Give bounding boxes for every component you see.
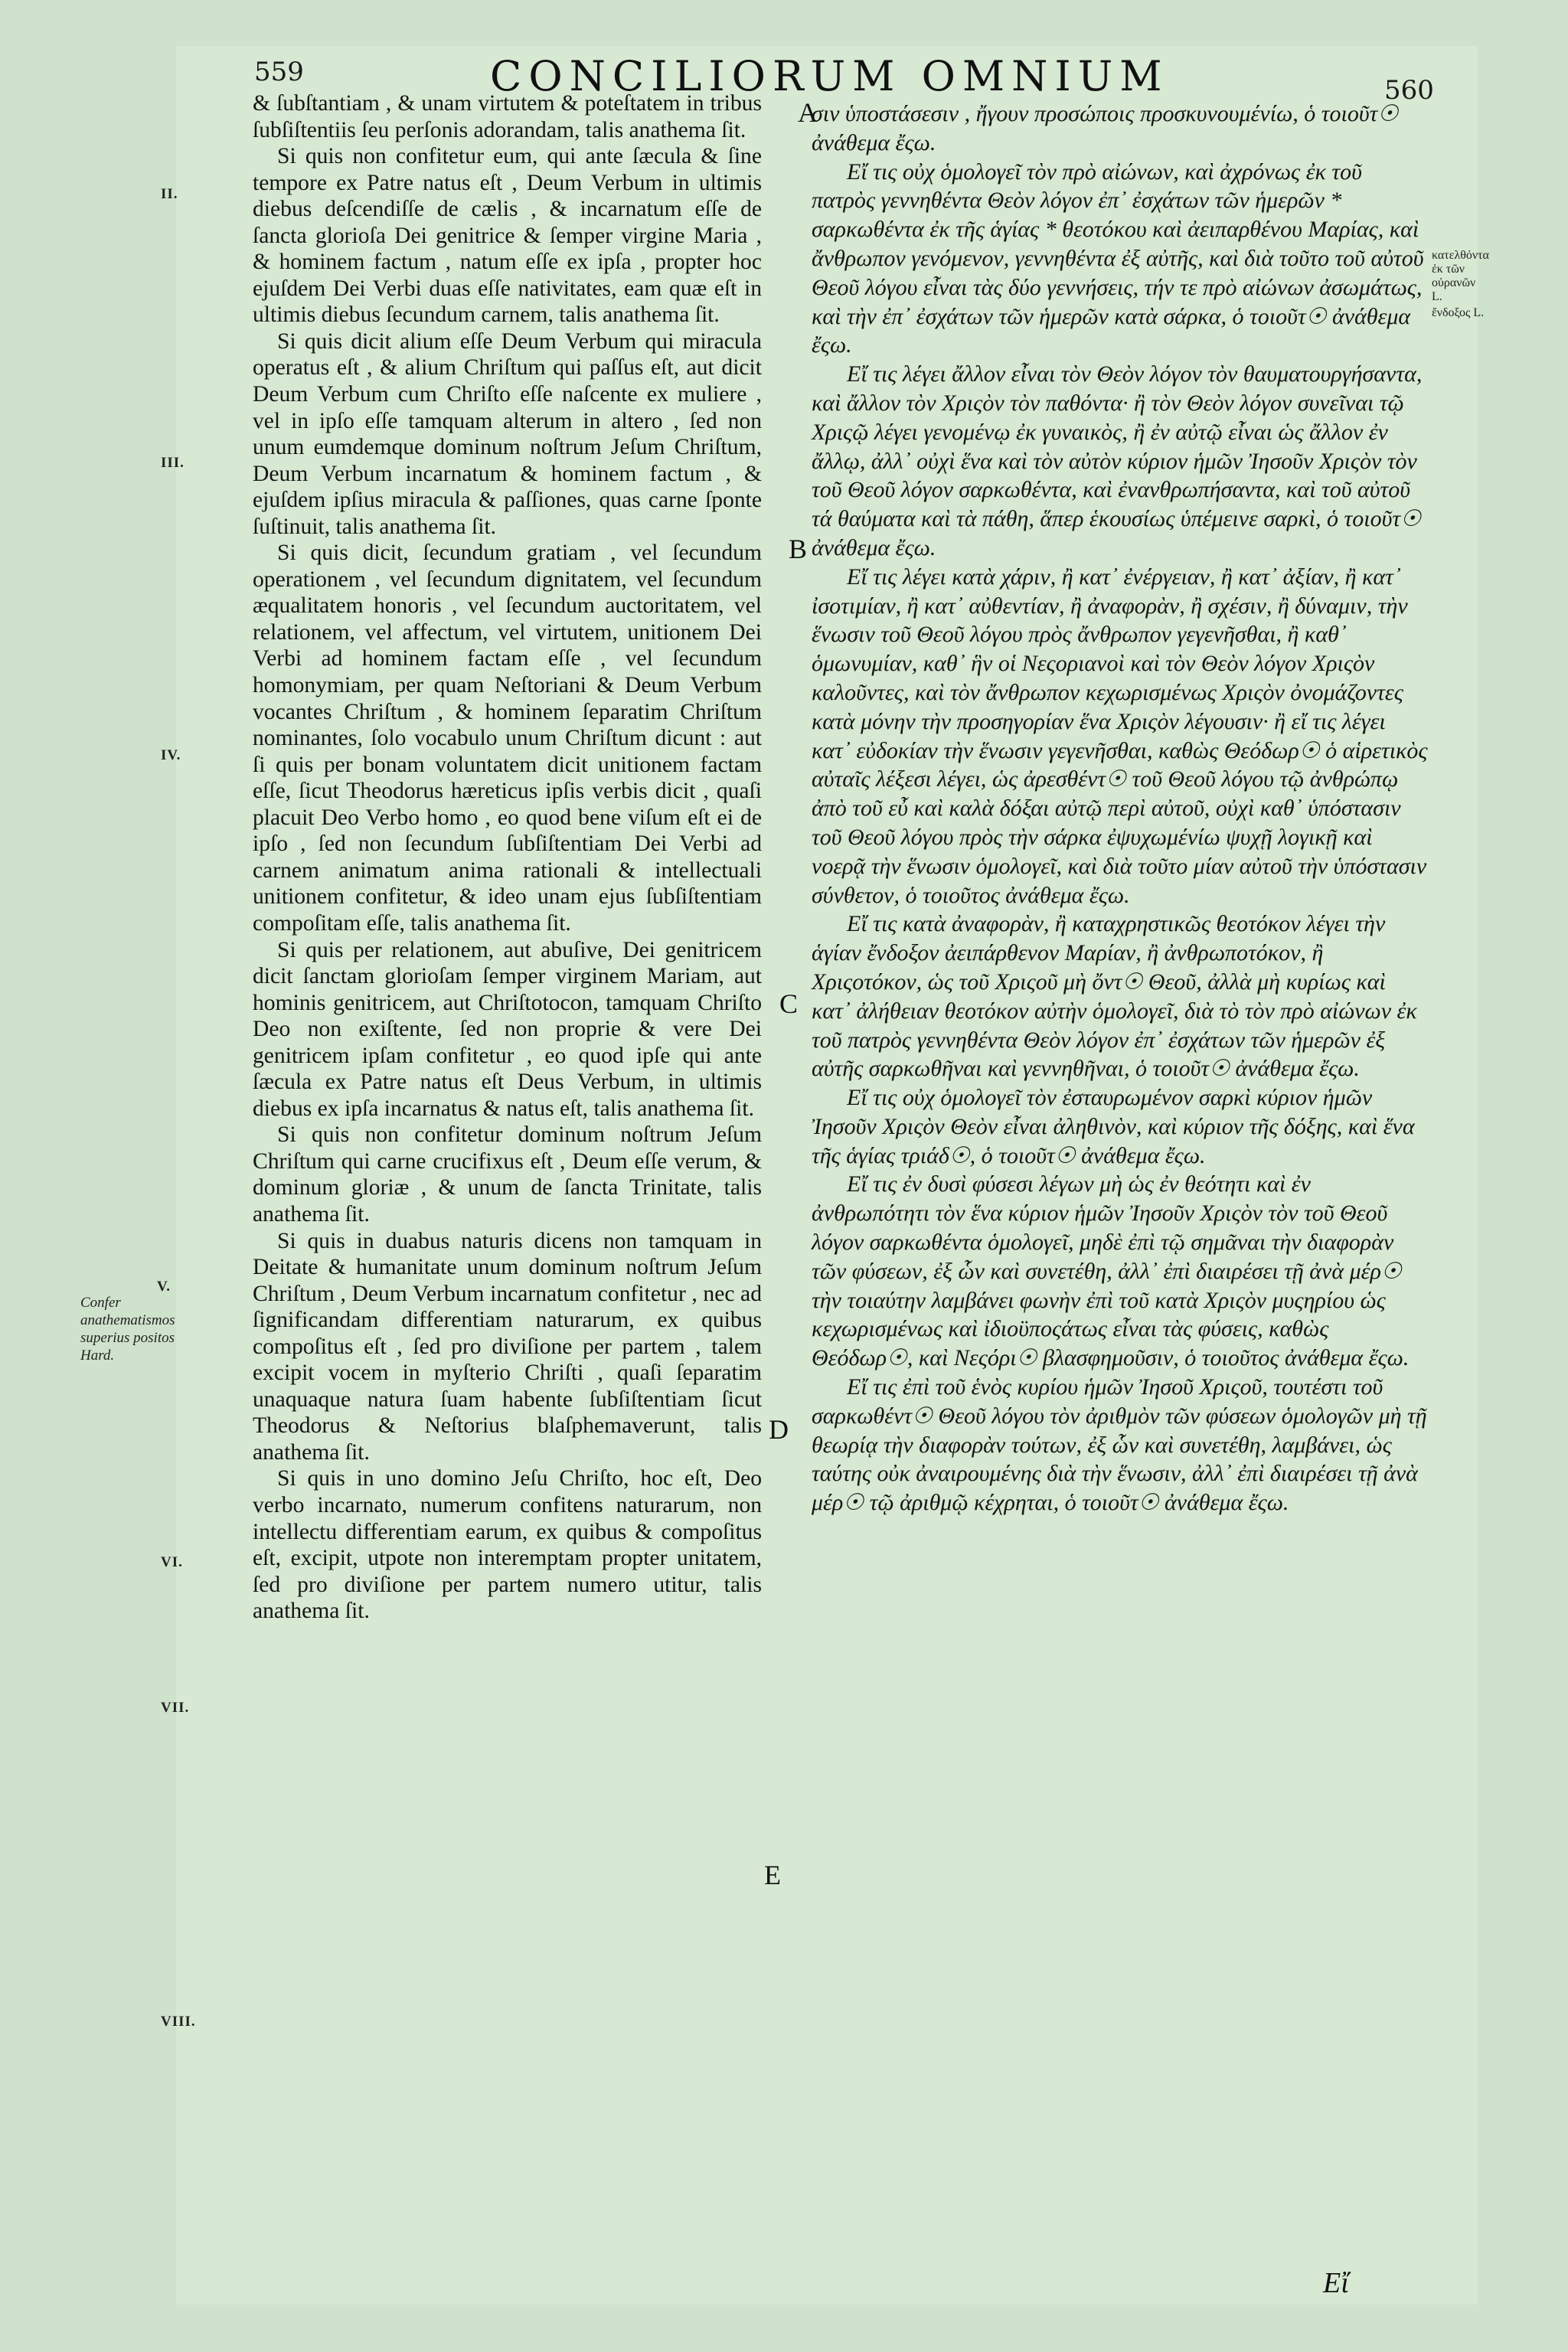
- latin-column: [253, 90, 762, 1625]
- latin-paragraph: Si quis dicit, ſecundum gratiam , vel ſecundum operationem , vel ſecundum dignitatem, vel ſecundum æqualitatem honoris , vel ſecundum auctoritatem, vel relationem, vel affectum, vel virtutem, unitionem Dei Verbi ad hominem factam eſſe , vel ſecundum homonymiam, per quam Neſtoriani & Deum Verbum vocantes Chriſtum , & hominem ſeparatim Chriſtum nominantes, ſolo vocabulo unum Chriſtum dicunt : aut ſi quis per bonam voluntatem dicit unitionem factam eſſe, ſicut Theodorus hæreticus ipſis verbis dicit , quaſi placuit Deo Verbo homo , eo quod bene viſum eſt ei de ipſo , ſed non ſecundum ſubſiſtentiam Dei Verbi ad carnem animatum anima rationali & intellectuali unitionem confitetur, & ideo unam ejus ſubſiſtentiam compoſitam eſſe, talis anathema ſit.: [253, 541, 762, 936]
- margin-note-right-2: ἔνδοξος L.: [1432, 306, 1485, 319]
- page-number-left: 559: [254, 57, 304, 87]
- latin-paragraph: Si quis in duabus naturis dicens non tamquam in Deitate & humanitate unum dominum noſtrum Jeſum Chriſtum , Deum Verbum incarnatum confitetur , nec ad ſignificandam differentiam naturarum, ex quibus compoſitus eſt , ſed pro diviſione per partem , talem excipit vocem in myſterio Chriſti , quaſi ſeparatim unaquaque natura ſuam habente ſubſiſtentiam ſicut Theodorus & Neſtorius blaſphemaverunt, talis anathema ſit.: [253, 1228, 762, 1465]
- latin-paragraph: Si quis non confitetur dominum noſtrum Jeſum Chriſtum qui carne crucifixus eſt , Deum eſſe verum, & dominum gloriæ , & unum de ſancta Trinitate, talis anathema ſit.: [253, 1122, 762, 1227]
- section-letter-d: D: [769, 1414, 789, 1445]
- greek-paragraph: Εἴ τις λέγει ἄλλον εἶναι τὸν Θεὸν λόγον τὸν θαυματουργήσαντα, καὶ ἄλλον τὸν Χριςὸν τὸν παθόντα· ἢ τὸν Θεὸν λόγον συνεῖναι τῷ Χριςῷ λέγει γενομένῳ ἐκ γυναικὸς, ἢ ἐν αὐτῷ εἶναι ὡς ἄλλον ἐν ἄλλῳ, ἀλλ᾽ οὐχὶ ἕνα καὶ τὸν αὐτὸν κύριον ἡμῶν Ἰησοῦν Χριςὸν τὸν τοῦ Θεοῦ λόγον σαρκωθέντα, καὶ ἐνανθρωπήσαντα, καὶ τοῦ αὐτοῦ τά θαύματα καὶ τὰ πάθη, ἅπερ ἑκουσίως ὑπέμεινε σαρκὶ, ὁ τοιοῦτ☉ ἀνάθεμα ἔςω.: [812, 361, 1423, 560]
- greek-paragraph: Εἴ τις οὐχ ὁμολογεῖ τὸν ἐσταυρωμένον σαρκὶ κύριον ἡμῶν Ἰησοῦν Χριςὸν Θεὸν εἶναι ἀληθινὸν, καὶ κύριον τῆς δόξης, καὶ ἕνα τῆς ἁγίας τριάδ☉, ὁ τοιοῦτ☉ ἀνάθεμα ἔςω.: [812, 1085, 1415, 1168]
- greek-paragraph: Εἴ τις ἐπὶ τοῦ ἑνὸς κυρίου ἡμῶν Ἰησοῦ Χριςοῦ, τουτέστι τοῦ σαρκωθέντ☉ Θεοῦ λόγου τὸν ἀριθμὸν τῶν φύσεων ὁμολογῶν μὴ τῇ θεωρίᾳ τὴν διαφορὰν τούτων, ἐξ ὧν καὶ συνετέθη, λαμβάνει, ὡς ταύτης οὐκ ἀναιρουμένης διὰ τὴν ἕνωσιν, ἀλλ᾽ ἐπὶ διαιρέσει τῇ ἀνὰ μέρ☉ τῷ ἀριθμῷ κέχρηται, ὁ τοιοῦτ☉ ἀνάθεμα ἔςω.: [812, 1374, 1427, 1516]
- margin-numeral-8: VIII.: [161, 2014, 196, 2030]
- margin-numeral-5: V.: [157, 1279, 172, 1295]
- greek-paragraph: σιν ὑποστάσεσιν , ἤγουν προσώποις προσκυνουμένίω, ὁ τοιοῦτ☉ ἀνάθεμα ἔςω.: [812, 101, 1399, 155]
- latin-paragraph: Si quis per relationem, aut abuſive, Dei genitricem dicit ſanctam glorioſam ſemper virginem Mariam, aut hominis genitricem, aut Chriſtotocon, tamquam Chriſto Deo non exiſtente, ſed non proprie & vere Dei genitricem ipſam confitetur , eo quod ipſe qui ante ſæcula ex Patre natus eſt Deus Verbum, in ultimis diebus ex ipſa incarnatus & natus eſt, talis anathema ſit.: [253, 937, 762, 1121]
- section-letter-b: B: [789, 534, 808, 564]
- margin-numeral-7: VII.: [161, 1700, 190, 1716]
- section-letter-e: E: [764, 1860, 781, 1890]
- latin-paragraph: & ſubſtantiam , & unam virtutem & poteſtatem in tribus ſubſiſtentiis ſeu perſonis adorandam, talis anathema ſit.: [253, 91, 762, 142]
- page-number-right: 560: [1384, 75, 1434, 106]
- margin-numeral-3: III.: [161, 455, 185, 471]
- greek-paragraph: Εἴ τις ἐν δυσὶ φύσεσι λέγων μὴ ὡς ἐν θεότητι καὶ ἐν ἀνθρωπότητι τὸν ἕνα κύριον ἡμῶν Ἰησοῦν Χριςὸν τὸν τοῦ Θεοῦ λόγον σαρκωθέντα ὁμολογεῖ, μηδὲ ἐπὶ τῷ σημᾶναι τὴν διαφορὰν τῶν φύσεων, ἐξ ὧν καὶ συνετέθη, ἀλλ᾽ ἐπὶ διαιρέσει τῇ ἀνὰ μέρ☉ τὴν τοιαύτην λαμβάνει φωνὴν ἐπὶ τοῦ κατὰ Χριςὸν μυςηρίου ὡς κεχωρισμένως καὶ ἰδιοϋποςάτως εἶναι τὰς φύσεις, καθὼς Θεόδωρ☉, καὶ Νεςόρι☉ βλασφημοῦσιν, ὁ τοιοῦτος ἀνάθεμα ἔςω.: [812, 1171, 1410, 1371]
- latin-paragraph: Si quis in uno domino Jeſu Chriſto, hoc eſt, Deo verbo incarnato, numerum confitens naturarum, non intellectu differentiam earum, ex quibus & compoſitus eſt, excipit, utpote non interemptam propter unitatem, ſed pro diviſione per partem numero utitur, talis anathema ſit.: [253, 1466, 762, 1624]
- latin-paragraph: Si quis non confitetur eum, qui ante ſæcula & ſine tempore ex Patre natus eſt , Deum Verbum in ultimis diebus deſcendiſſe de cælis , & incarnatum eſſe de ſancta glorioſa Dei genitrice & ſemper virgine Maria , & hominem factum , natum eſſe ex ipſa , propter hoc ejuſdem Dei Verbi duas eſſe nativitates, eam quæ eſt in ultimis diebus ſecundum carnem, talis anathema ſit.: [253, 144, 762, 328]
- greek-paragraph: Εἴ τις οὐχ ὁμολογεῖ τὸν πρὸ αἰώνων, καὶ ἀχρόνως ἐκ τοῦ πατρὸς γεννηθέντα Θεὸν λόγον ἐπ᾽ ἐσχάτων τῶν ἡμερῶν * σαρκωθέντα ἐκ τῆς ἁγίας * θεοτόκου καὶ ἀειπαρθένου Μαρίας, καὶ ἄνθρωπον γενόμενον, γεννηθέντα ἐξ αὐτῆς, καὶ διὰ τοῦτο τοῦ αὐτοῦ Θεοῦ λόγου εἶναι τὰς δύο γεννήσεις, τήν τε πρὸ αἰώνων ἀσωμάτως, καὶ τὴν ἐπ᾽ ἐσχάτων τῶν ἡμερῶν κατὰ σάρκα, ὁ τοιοῦτ☉ ἀνάθεμα ἔςω.: [812, 158, 1424, 358]
- greek-paragraph: Εἴ τις κατὰ ἀναφορὰν, ἢ καταχρηστικῶς θεοτόκον λέγει τὴν ἁγίαν ἔνδοξον ἀειπάρθενον Μαρίαν, ἢ ἀνθρωποτόκον, ἢ Χριςοτόκον, ὡς τοῦ Χριςοῦ μὴ ὄντ☉ Θεοῦ, ἀλλὰ μὴ κυρίως καὶ κατ᾽ ἀλήθειαν θεοτόκον αὐτὴν ὁμολογεῖ, διὰ τὸ τὸν πρὸ αἰώνων ἐκ τοῦ πατρὸς γεννηθέντα Θεὸν λόγον ἐπ᾽ ἐσχάτων τῶν ἡμερῶν ἐξ αὐτῆς σαρκωθῆναι καὶ γεννηθῆναι, ὁ τοιοῦτ☉ ἀνάθεμα ἔςω.: [812, 911, 1417, 1082]
- greek-column: [812, 100, 1428, 1517]
- margin-numeral-4: IV.: [161, 747, 181, 763]
- latin-paragraph: Si quis dicit alium eſſe Deum Verbum qui miracula operatus eſt , & alium Chriſtum qui paſſus eſt, aut dicit Deum Verbum cum Chriſto eſſe naſcente ex muliere , vel in ipſo eſſe tamquam alterum in altero , ſed non unum eumdemque dominum noſtrum Jeſum Chriſtum, Deum Verbum incarnatum & hominem factum , & ejuſdem ipſius miracula & paſſiones, quas carne ſponte ſuſtinuit, talis anathema ſit.: [253, 328, 762, 539]
- section-letter-a: A: [798, 97, 818, 128]
- section-letter-c: C: [779, 988, 799, 1019]
- running-title: CONCILIORUM OMNIUM: [490, 52, 1169, 100]
- margin-note-right-1: κατελθόντα ἐκ τῶν οὐρανῶν L.: [1432, 249, 1489, 303]
- margin-numeral-2: II.: [161, 186, 178, 202]
- margin-note-left: Confer anathematismos superius positos Hard.: [80, 1295, 175, 1364]
- greek-paragraph: Εἴ τις λέγει κατὰ χάριν, ἢ κατ᾽ ἐνέργειαν, ἢ κατ᾽ ἀξίαν, ἢ κατ᾽ ἰσοτιμίαν, ἢ κατ᾽ αὐθεντίαν, ἢ ἀναφορὰν, ἢ σχέσιν, ἢ δύναμιν, τὴν ἕνωσιν τοῦ Θεοῦ λόγου πρὸς ἄνθρωπον γεγενῆσθαι, ἢ καθ᾽ ὁμωνυμίαν, καθ᾽ ἣν οἱ Νεςοριανοὶ καὶ τὸν Θεὸν λόγον Χριςὸν καλοῦντες, καὶ τὸν ἄνθρωπον κεχωρισμένως Χριςὸν ὀνομάζοντες κατὰ μόνην τὴν προσηγορίαν ἕνα Χριςὸν λέγουσιν· ἢ εἴ τις λέγει κατ᾽ εὐδοκίαν τὴν ἕνωσιν γεγενῆσθαι, καθὼς Θεόδωρ☉ ὁ αἱρετικὸς αὐταῖς λέξεσι λέγει, ὡς ἀρεσθέντ☉ τοῦ Θεοῦ λόγου τῷ ἀνθρώπῳ ἀπὸ τοῦ εὖ καὶ καλὰ δόξαι αὐτῷ περὶ αὐτοῦ, οὐχὶ καθ᾽ ὑπόστασιν τοῦ Θεοῦ λόγου πρὸς τὴν σάρκα ἐψυχωμένίω ψυχῇ λογικῇ καὶ νοερᾷ τὴν ἕνωσιν ὁμολογεῖ, καὶ διὰ τοῦτο μίαν αὐτοῦ τὴν ὑπόστασιν σύνθετον, ὁ τοιοῦτος ἀνάθεμα ἔςω.: [812, 564, 1428, 908]
- margin-numeral-6: VI.: [161, 1554, 183, 1570]
- catchword: Εἴ: [1323, 2267, 1349, 2299]
